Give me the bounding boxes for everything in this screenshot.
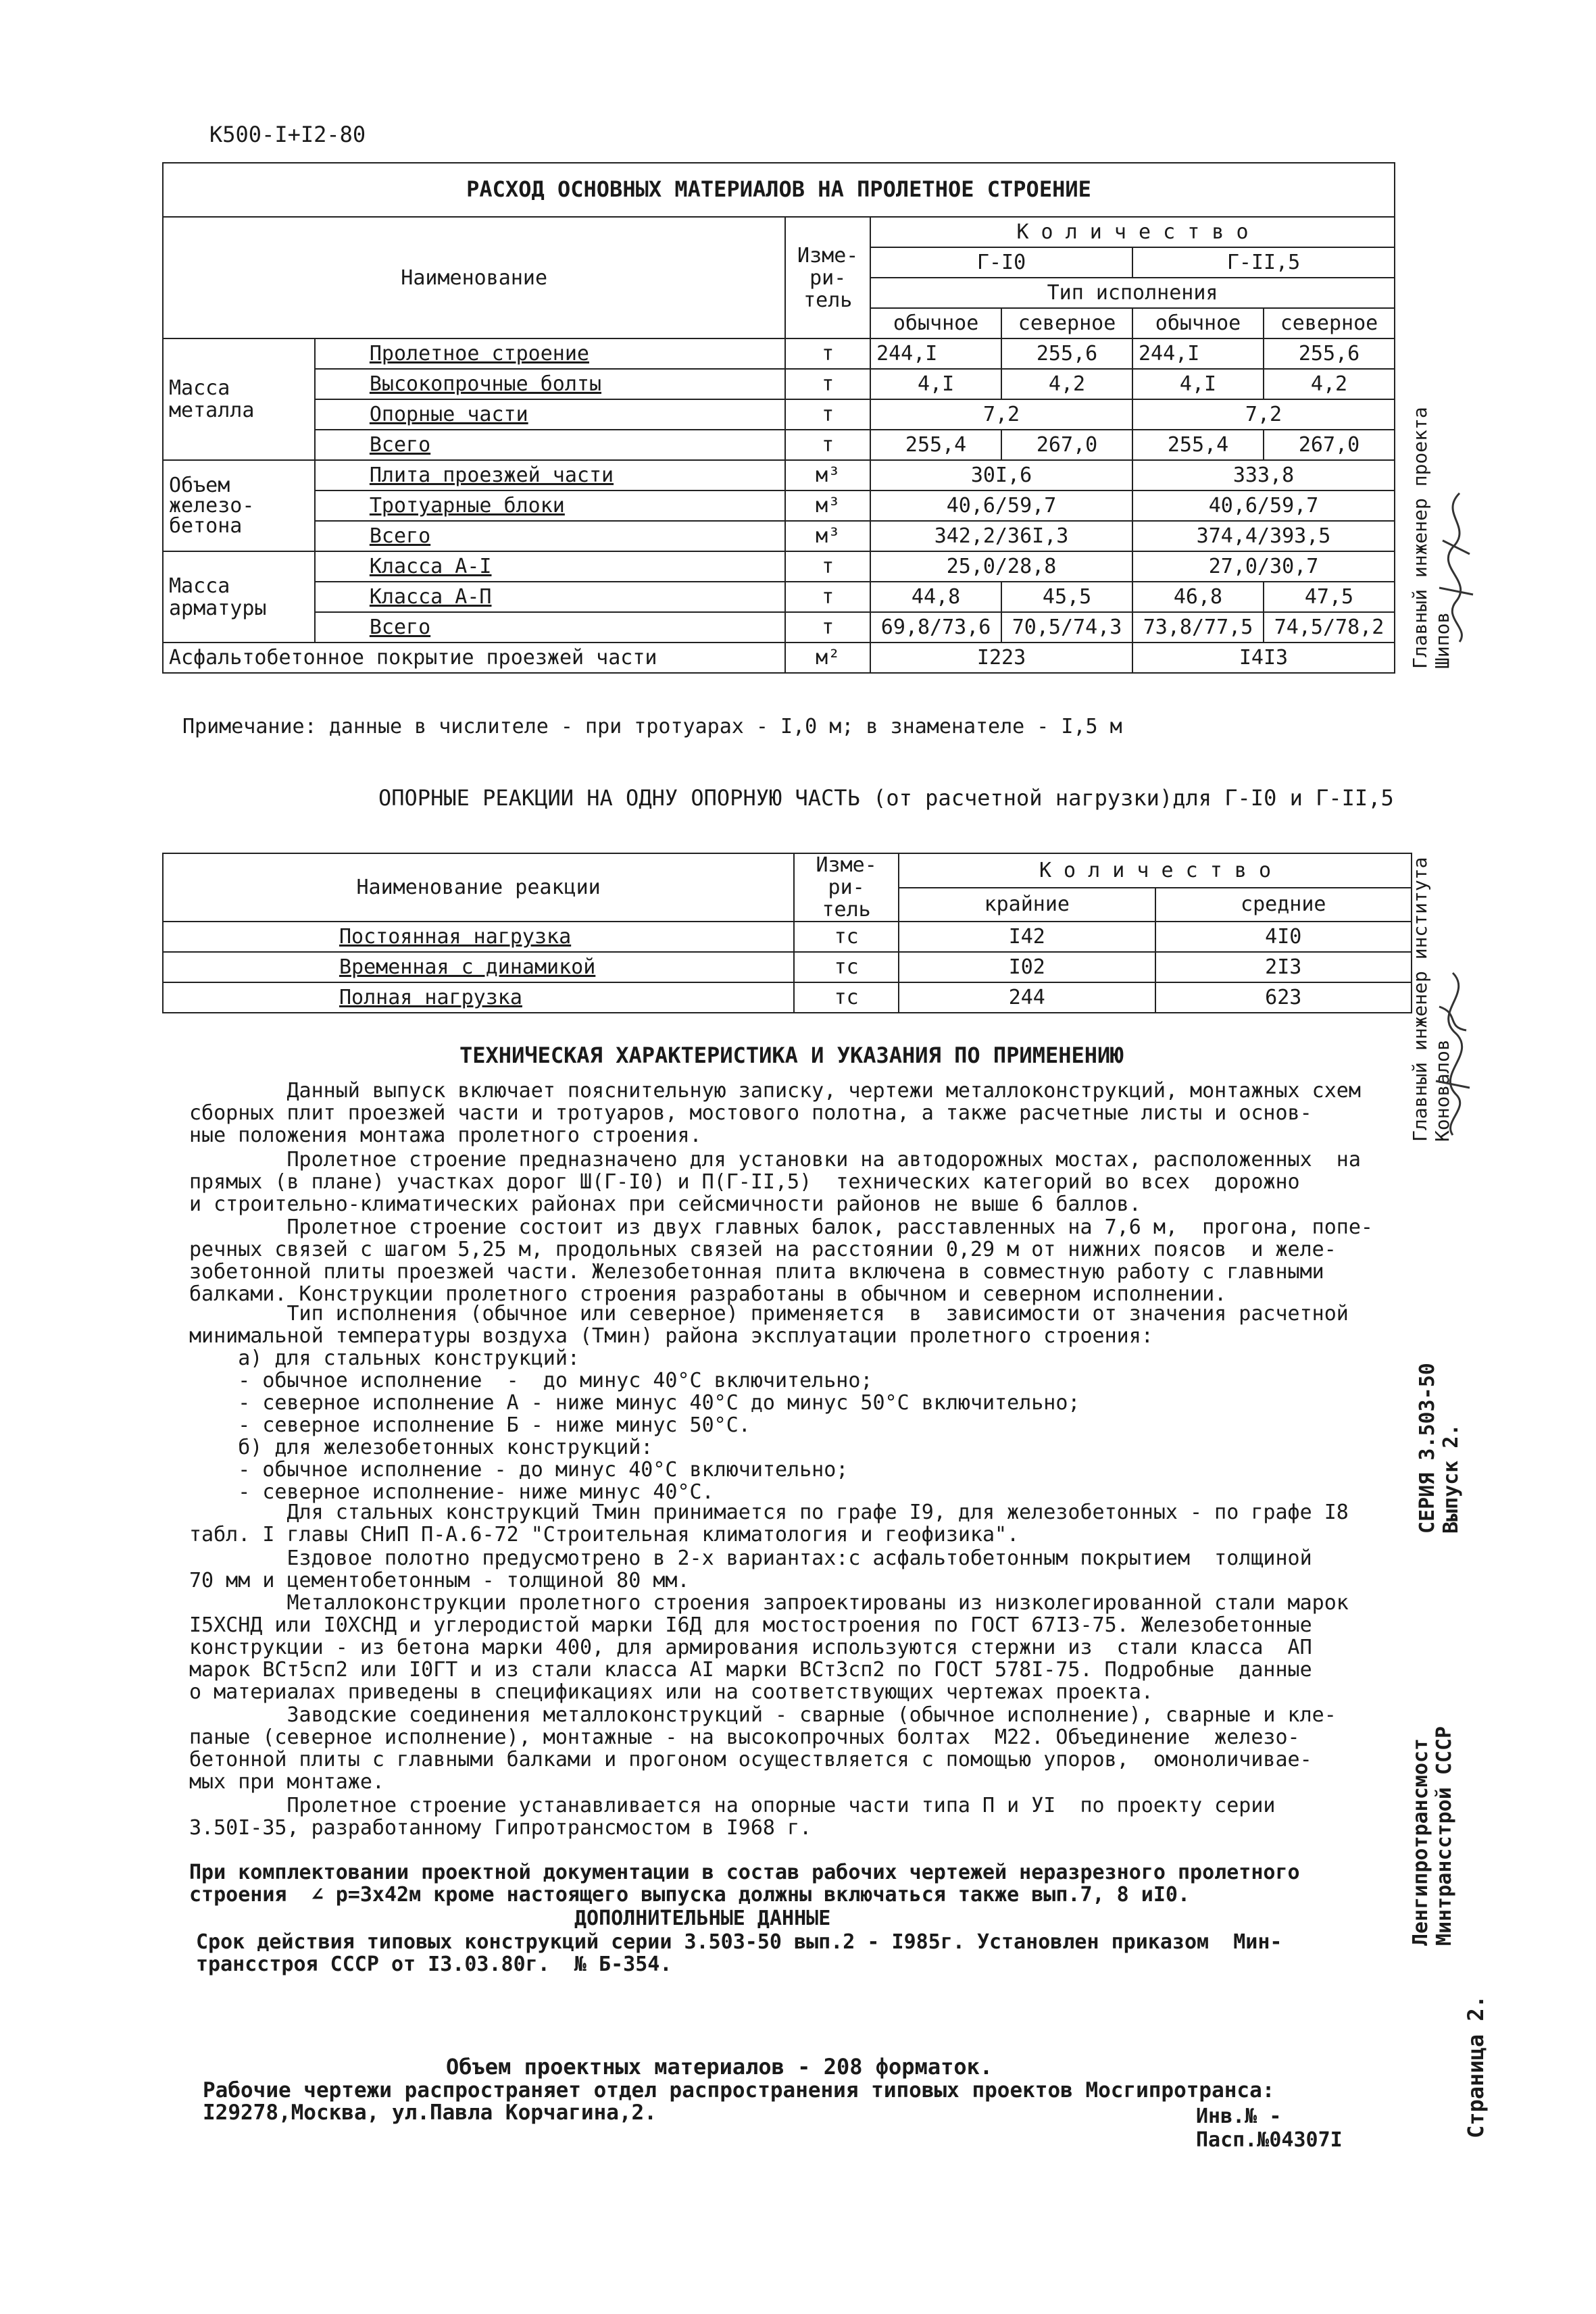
- row-unit: т: [785, 582, 870, 612]
- cell: 40,6/59,7: [870, 491, 1132, 521]
- cell: 73,8/77,5: [1132, 612, 1264, 643]
- cell: 30I,6: [870, 460, 1132, 491]
- row-name: Временная с динамикой: [163, 952, 794, 982]
- header-northern: северное: [1264, 308, 1395, 338]
- row-name: Плита проезжей части: [315, 460, 786, 491]
- row-unit: т: [785, 338, 870, 369]
- cell: I223: [870, 643, 1132, 673]
- row-name: Класса А-П: [315, 582, 786, 612]
- cell: 27,0/30,7: [1132, 551, 1395, 582]
- header-g10: Г-I0: [870, 247, 1132, 278]
- cell: 7,2: [1132, 399, 1395, 430]
- cell: 25,0/28,8: [870, 551, 1132, 582]
- header-name: Наименование реакции: [163, 853, 794, 922]
- header-unit: Изме- ри- тель: [794, 853, 899, 922]
- extra-title: ДОПОЛНИТЕЛЬНЫЕ ДАННЫЕ: [574, 1907, 831, 1930]
- row-unit: м³: [785, 491, 870, 521]
- row-unit: т: [785, 399, 870, 430]
- header-ordinary: обычное: [1132, 308, 1264, 338]
- cell: I4I3: [1132, 643, 1395, 673]
- paragraph: Пролетное строение устанавливается на опорные части типа П и УI по проекту серии 3.50I-35, разработанному Гипротрансмостом в I968 г.: [189, 1794, 1276, 1840]
- header-type: Тип исполнения: [870, 278, 1395, 308]
- row-name: Полная нагрузка: [163, 982, 794, 1013]
- page-label: Страница 2.: [1463, 1995, 1489, 2138]
- reactions-table: [162, 853, 1412, 1013]
- cell: 255,6: [1001, 338, 1132, 369]
- cell: 69,8/73,6: [870, 612, 1001, 643]
- table-row: [163, 952, 1412, 982]
- row-unit: м³: [785, 521, 870, 551]
- row-unit: т: [785, 430, 870, 460]
- paragraph: Ездовое полотно предусмотрено в 2-х вариантах:с асфальтобетонным покрытием толщиной 70 мм и цементобетонным - толщиной 80 мм.: [189, 1546, 1312, 1592]
- row-unit: м³: [785, 460, 870, 491]
- validity-note: Срок действия типовых конструкций серии 3.503-50 вып.2 - I985г. Установлен приказом Мин- трансстроя СССР от I3.03.80г. № Б-354.: [196, 1930, 1282, 1976]
- group-label: Объем железо- бетона: [163, 460, 315, 551]
- table-row: [163, 551, 1395, 582]
- cell: 4,2: [1264, 369, 1395, 399]
- header-name: Наименование: [163, 217, 785, 338]
- cell: 47,5: [1264, 582, 1395, 612]
- chief-project-engineer: Главный инженер проекта Шипов: [1409, 407, 1453, 669]
- row-unit: т: [785, 369, 870, 399]
- cell: 46,8: [1132, 582, 1264, 612]
- volume-note: Объем проектных материалов - 208 форматок.: [446, 2054, 993, 2080]
- paragraph: Пролетное строение предназначено для установки на автодорожных мостах, расположенных на прямых (в плане) участках дорог Ш(Г-I0) и П(Г-II,5) технических категорий во всех дорожно и строительно-климатических районах при сейсмичности районов не выше 6 баллов.: [189, 1148, 1361, 1216]
- row-name: Всего: [315, 521, 786, 551]
- row-name: Тротуарные блоки: [315, 491, 786, 521]
- cell: 70,5/74,3: [1001, 612, 1132, 643]
- row-unit: т: [785, 612, 870, 643]
- signature-chief-institute: [1426, 966, 1480, 1142]
- row-name: Всего: [315, 430, 786, 460]
- header-unit: Изме- ри- тель: [785, 217, 870, 338]
- table-row: [163, 922, 1412, 952]
- header-g115: Г-II,5: [1132, 247, 1395, 278]
- cell: 74,5/78,2: [1264, 612, 1395, 643]
- paragraph: Для стальных конструкций Тмин принимается по графе I9, для железобетонных - по графе I8 табл. I главы СНиП П-А.6-72 "Строительная климатология и геофизика".: [189, 1501, 1349, 1546]
- row-name: Всего: [315, 612, 786, 643]
- table-row: [163, 521, 1395, 551]
- table-row: [163, 430, 1395, 460]
- table-row: [163, 643, 1395, 673]
- cell: 7,2: [870, 399, 1132, 430]
- cell: I02: [899, 952, 1155, 982]
- cell: 623: [1155, 982, 1412, 1013]
- row-unit: тс: [794, 922, 899, 952]
- paragraph: Заводские соединения металлоконструкций - сварные (обычное исполнение), сварные и кле- паные (северное исполнение), монтажные - на высокопрочных болтах М22. Объединение железо- бетонной плиты с главными балками и прогоном осуществляется с помощью упоров, омоноличивае- мых при монтаже.: [189, 1703, 1337, 1794]
- row-unit: тс: [794, 982, 899, 1013]
- cell: 374,4/393,5: [1132, 521, 1395, 551]
- cell: 244,I: [1132, 338, 1264, 369]
- paragraph: Данный выпуск включает пояснительную записку, чертежи металлоконструкций, монтажных схем сборных плит проезжей части и тротуаров, мостового полотна, а также расчетные листы и основ- ные положения монтажа пролетного строения.: [189, 1079, 1361, 1147]
- cell: I42: [899, 922, 1155, 952]
- pasp-number: Пасп.№04307I: [1196, 2128, 1343, 2152]
- paragraph: Тип исполнения (обычное или северное) применяется в зависимости от значения расчетной минимальной температуры воздуха (Тмин) района эксплуатации пролетного строения: а) для стальных конструкций: - обычное исполнение - до минус 40°С включительно; - северное исполнение А - ниже минус 40°С до минус 50°С включительно; - северное исполнение Б - ниже минус 50°С. б) для железобетонных конструкций: - обычное исполнение - до минус 40°С включительно; - северное исполнение- ниже минус 40°С.: [189, 1302, 1349, 1504]
- header-northern: северное: [1001, 308, 1132, 338]
- table-row: [163, 338, 1395, 369]
- organization-label: Ленгипротрансмост Минтрансстрой СССР: [1409, 1726, 1456, 1946]
- table-row: [163, 582, 1395, 612]
- row-unit: тс: [794, 952, 899, 982]
- cell: 333,8: [1132, 460, 1395, 491]
- row-name: Постоянная нагрузка: [163, 922, 794, 952]
- table-row: [163, 399, 1395, 430]
- row-unit: м²: [785, 643, 870, 673]
- cell: 255,4: [870, 430, 1001, 460]
- chief-institute-engineer: Главный инженер института Коновалов: [1409, 857, 1453, 1142]
- document-code: К500-I+I2-80: [209, 122, 366, 147]
- table-row: [163, 982, 1412, 1013]
- header-ordinary: обычное: [870, 308, 1001, 338]
- table-note: Примечание: данные в числителе - при тротуарах - I,0 м; в знаменателе - I,5 м: [182, 715, 1122, 738]
- cell: 244: [899, 982, 1155, 1013]
- cell: 4,I: [870, 369, 1001, 399]
- header-middle: средние: [1155, 888, 1412, 922]
- header-extreme: крайние: [899, 888, 1155, 922]
- inv-number: Инв.№ -: [1196, 2105, 1282, 2128]
- distribution-note: Рабочие чертежи распространяет отдел распространения типовых проектов Мосгипротранса: I29278,Москва, ул.Павла Корчагина,2.: [203, 2078, 1275, 2125]
- series-label: СЕРИЯ 3.503-50 Выпуск 2.: [1416, 1363, 1463, 1534]
- cell: 342,2/36I,3: [870, 521, 1132, 551]
- cell: 267,0: [1264, 430, 1395, 460]
- cell: 40,6/59,7: [1132, 491, 1395, 521]
- row-unit: т: [785, 551, 870, 582]
- cell: 244,I: [870, 338, 1001, 369]
- group-label: Масса металла: [163, 338, 315, 460]
- table-row: [163, 491, 1395, 521]
- cell: 45,5: [1001, 582, 1132, 612]
- cell: 44,8: [870, 582, 1001, 612]
- row-name: Опорные части: [315, 399, 786, 430]
- cell: 4,2: [1001, 369, 1132, 399]
- row-name: Пролетное строение: [315, 338, 786, 369]
- cell: 255,4: [1132, 430, 1264, 460]
- cell: 4I0: [1155, 922, 1412, 952]
- table-row: [163, 369, 1395, 399]
- paragraph: Металлоконструкции пролетного строения запроектированы из низколегированной стали марок I5ХСНД или I0ХСНД и углеродистой марки I6Д для мостостроения по ГОСТ 67I3-75. Железобетонные конструкции - из бетона марки 400, для армирования используются стержни из стали класса АП марок ВСт5сп2 или I0ГТ и из стали класса АI марки ВСт3сп2 по ГОСТ 578I-75. Подробные данные о материалах приведены в спецификациях или на соответствующих чертежах проекта.: [189, 1591, 1349, 1704]
- materials-table: [162, 162, 1395, 674]
- row-name: Класса А-I: [315, 551, 786, 582]
- cell: 2I3: [1155, 952, 1412, 982]
- header-quantity: К о л и ч е с т в о: [899, 853, 1412, 888]
- reactions-title: ОПОРНЫЕ РЕАКЦИИ НА ОДНУ ОПОРНУЮ ЧАСТЬ (от расчетной нагрузки)для Г-I0 и Г-II,5: [378, 785, 1394, 811]
- header-quantity: К о л и ч е с т в о: [870, 217, 1395, 247]
- signature-chief-project: [1432, 486, 1480, 649]
- group-label: Масса арматуры: [163, 551, 315, 643]
- paragraph: Пролетное строение состоит из двух главных балок, расставленных на 7,6 м, прогона, попе- речных связей с шагом 5,25 м, продольных связей на расстоянии 0,29 м от нижних поясов и желе- зобетонной плиты проезжей части. Железобетонная плита включена в совместную работу с главными балками. Конструкции пролетного строения разработаны в обычном и северном исполнении.: [189, 1215, 1373, 1306]
- section-title: ТЕХНИЧЕСКАЯ ХАРАКТЕРИСТИКА И УКАЗАНИЯ ПО ПРИМЕНЕНИЮ: [459, 1042, 1124, 1068]
- cell: 255,6: [1264, 338, 1395, 369]
- materials-table-title: РАСХОД ОСНОВНЫХ МАТЕРИАЛОВ НА ПРОЛЕТНОЕ СТРОЕНИЕ: [163, 163, 1395, 217]
- cell: 4,I: [1132, 369, 1264, 399]
- row-name: Асфальтобетонное покрытие проезжей части: [163, 643, 785, 673]
- table-row: [163, 460, 1395, 491]
- cell: 267,0: [1001, 430, 1132, 460]
- row-name: Высокопрочные болты: [315, 369, 786, 399]
- table-row: [163, 612, 1395, 643]
- bold-note: При комплектовании проектной документации в состав рабочих чертежей неразрезного пролетного строения ∠ р=3х42м кроме настоящего выпуска должны включаться также вып.7, 8 иI0.: [189, 1861, 1300, 1907]
